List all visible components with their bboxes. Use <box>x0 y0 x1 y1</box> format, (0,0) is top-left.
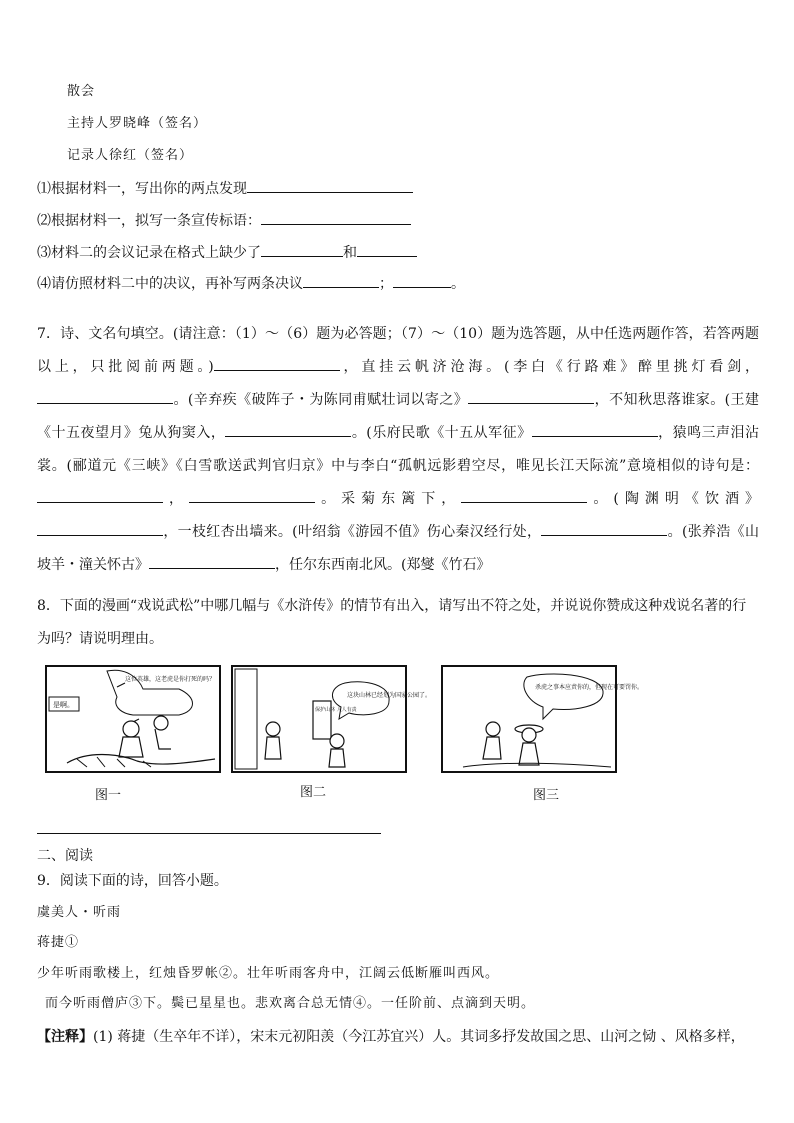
answer-blank[interactable] <box>532 421 658 437</box>
answer-blank[interactable] <box>393 272 451 288</box>
q6-item-2: ⑵根据材料一，拟写一条宣传标语： <box>37 209 411 231</box>
comic-panel-1 <box>45 665 221 773</box>
answer-blank[interactable] <box>261 241 343 257</box>
meeting-recorder: 记录人徐红（签名） <box>67 148 194 163</box>
answer-blank[interactable] <box>37 487 163 503</box>
answer-blank[interactable] <box>37 388 173 404</box>
answer-blank[interactable] <box>261 209 411 225</box>
answer-blank[interactable] <box>37 520 163 536</box>
poem-line-2: 而今听雨僧庐③下。鬓已星星也。悲欢离合总无情④。一任阶前、点滴到天明。 <box>45 996 536 1011</box>
q7-paragraph: 7．诗、文名句填空。(请注意：（1）～（6）题为必答题；（7）～（10）题为选答题，从中任选两题作答，若答两题以上，只批阅前两题。) ，直挂云帆济沧海。(李白《行路难》醉里挑灯看剑，。(辛弃疾《破阵子・为陈同甫赋壮词以寄之》 ，不知秋思落谁家。(王建《十五夜望月》兔从狗窦入， 。(乐府民歌《十五从军征》 ，猿鸣三声泪沾裳。(郦道元《三峡》《白雪歌送武判官归京》中与李白“孤帆远影碧空尽，唯见长江天际流”意境相似的诗句是：， 。采菊东篱下， 。(陶渊明《饮酒》，一枝红杏出墙来。(叶绍翁《游园不值》伤心秦汉经行处， 。(张养浩《山坡羊・潼关怀古》 ，任尔东西南北风。(郑燮《竹石》 <box>37 326 760 573</box>
poem-author: 蒋捷① <box>37 935 80 950</box>
q6-item-1: ⑴根据材料一，写出你的两点发现 <box>37 177 413 199</box>
answer-blank[interactable] <box>303 272 379 288</box>
poem-title: 虞美人・听雨 <box>37 905 122 920</box>
poem-line-1: 少年听雨歌楼上，红烛昏罗帐②。壮年听雨客舟中，江阔云低断雁叫西风。 <box>37 966 500 981</box>
answer-blank[interactable] <box>189 487 315 503</box>
meeting-host: 主持人罗晓峰（签名） <box>67 116 208 131</box>
comic-drawing <box>47 667 219 771</box>
answer-blank[interactable] <box>225 421 351 437</box>
comic-caption-2: 图二 <box>300 785 327 800</box>
answer-blank[interactable] <box>468 388 594 404</box>
comic-panel-3 <box>441 665 644 773</box>
q6-item-4: ⑷请仿照材料二中的决议，再补写两条决议 ； 。 <box>37 272 465 294</box>
comic-bubble-text: 这位英雄，这老虎是你打死的吗？ <box>125 676 216 683</box>
answer-blank[interactable] <box>541 520 667 536</box>
comic-sign-text: 保护山林 人人有责 <box>315 707 357 713</box>
answer-blank[interactable] <box>149 553 275 569</box>
comic-caption-1: 图一 <box>95 788 122 803</box>
comic-panel-2 <box>231 665 432 773</box>
comic-bubble-text: 这块山林已经划为国家公园了。 <box>347 692 432 699</box>
comic-drawing <box>233 667 432 771</box>
q9-instruction: 9．阅读下面的诗，回答小题。 <box>37 873 228 889</box>
note-label: 【注释】 <box>37 1029 93 1045</box>
poem-note <box>37 1024 759 1050</box>
q8-paragraph: 8．下面的漫画“戏说武松”中哪几幅与《水浒传》的情节有出入，请写出不符之处，并说说你赞成这种戏说名著的行为吗？请说明理由。 <box>37 598 747 647</box>
answer-blank[interactable] <box>247 177 413 193</box>
answer-blank[interactable] <box>461 487 587 503</box>
note-text: (1) 蒋捷（生卒年不详），宋末元初阳羡（今江苏宜兴）人。其词多抒发故国之思、山河之恸 、风格多样， <box>93 1029 745 1045</box>
section-title: 二、阅读 <box>37 848 93 864</box>
comic-bubble-text: 杀虎之事本应责你的，但现在可要罚你。 <box>535 684 644 691</box>
comic-speech-text: 是啊。 <box>53 701 74 709</box>
meeting-closing: 散会 <box>67 84 96 99</box>
comic-drawing <box>443 667 644 771</box>
answer-blank[interactable] <box>357 241 417 257</box>
q6-item-3: ⑶材料二的会议记录在格式上缺少了 和 <box>37 241 417 263</box>
answer-blank[interactable] <box>214 355 340 371</box>
divider <box>37 833 381 834</box>
comic-caption-3: 图三 <box>533 788 560 803</box>
